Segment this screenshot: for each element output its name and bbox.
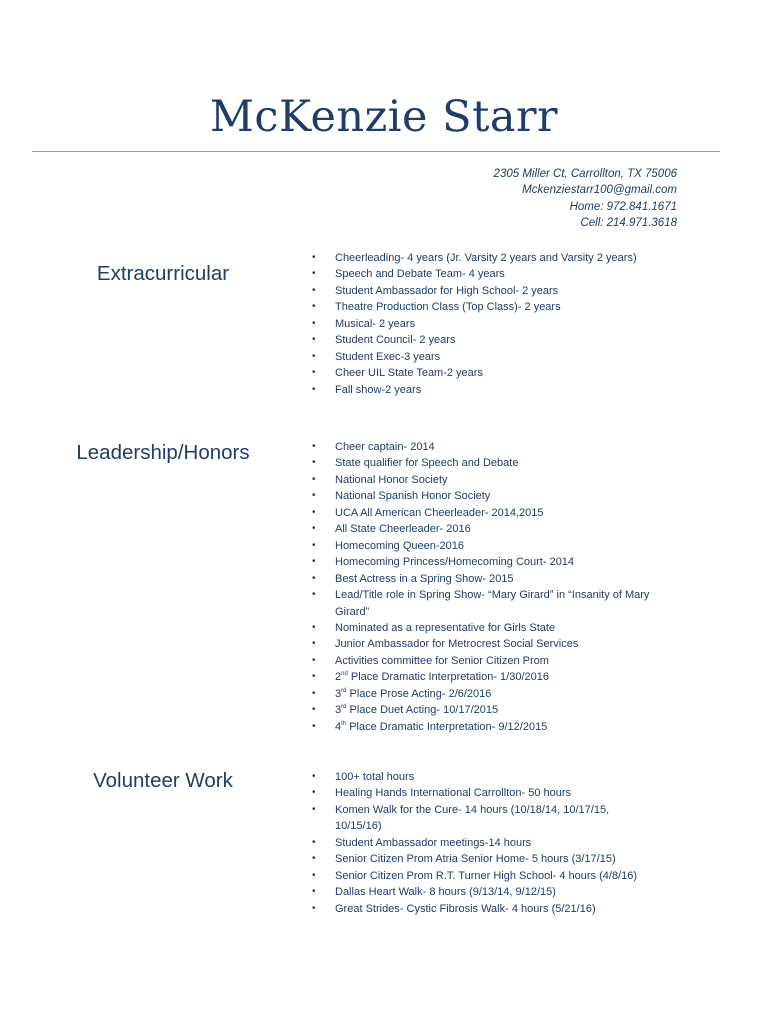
list-item: • Student Ambassador meetings-14 hours [310,835,710,851]
volunteer-list [310,769,710,917]
list-item: • Cheer UIL State Team-2 years [310,365,710,381]
list-item: • Cheerleading- 4 years (Jr. Varsity 2 years and Varsity 2 years) [310,250,710,266]
list-item: • Homecoming Princess/Homecoming Court- 2014 [310,554,710,570]
list-item: • Great Strides- Cystic Fibrosis Walk- 4 hours (5/21/16) [310,901,710,917]
contact-home-phone: Home: 972.841.1671 [569,200,677,213]
header-divider [32,151,720,152]
resume-name: McKenzie Starr [209,92,559,142]
list-item: • Homecoming Queen-2016 [310,538,710,554]
list-item: • Speech and Debate Team- 4 years [310,266,710,282]
list-item: • 3rd Place Duet Acting- 10/17/2015 [310,702,710,718]
list-item: • National Honor Society [310,472,710,488]
list-item: • Komen Walk for the Cure- 14 hours (10/18/14, 10/17/15, 10/15/16) [310,802,645,835]
list-item: • Senior Citizen Prom R.T. Turner High School- 4 hours (4/8/16) [310,868,710,884]
section-title-volunteer: Volunteer Work [93,769,233,792]
leadership-list [310,439,710,735]
list-item: • Nominated as a representative for Girls State [310,620,710,636]
list-item: • 4th Place Dramatic Interpretation- 9/12/2015 [310,719,710,735]
list-item: • Lead/Title role in Spring Show- “Mary Girard” in “Insanity of Mary Girard” [310,587,675,620]
list-item: • Dallas Heart Walk- 8 hours (9/13/14, 9/12/15) [310,884,710,900]
contact-cell-phone: Cell: 214.971.3618 [580,217,677,230]
list-item: • 100+ total hours [310,769,710,785]
list-item: • State qualifier for Speech and Debate [310,455,710,471]
list-item: • Senior Citizen Prom Atria Senior Home- 5 hours (3/17/15) [310,851,710,867]
list-item: • Activities committee for Senior Citizen Prom [310,653,710,669]
extracurricular-list [310,250,710,398]
section-title-extracurricular: Extracurricular [96,262,230,285]
contact-address: 2305 Miller Ct, Carrollton, TX 75006 [493,168,677,180]
list-item: • Student Ambassador for High School- 2 years [310,283,710,299]
section-title-leadership: Leadership/Honors [76,441,250,464]
list-item: • Student Council- 2 years [310,332,710,348]
list-item: • Cheer captain- 2014 [310,439,710,455]
list-item: • Best Actress in a Spring Show- 2015 [310,571,710,587]
list-item: • UCA All American Cheerleader- 2014,2015 [310,505,710,521]
list-item: • National Spanish Honor Society [310,488,710,504]
list-item: • Student Exec-3 years [310,349,710,365]
list-item: • Junior Ambassador for Metrocrest Social Services [310,636,710,652]
contact-email[interactable]: Mckenziestarr100@gmail.com [522,184,677,197]
list-item: • 2nd Place Dramatic Interpretation- 1/30/2016 [310,669,710,685]
list-item: • Musical- 2 years [310,316,710,332]
list-item: • 3rd Place Prose Acting- 2/6/2016 [310,686,710,702]
list-item: • Fall show-2 years [310,382,710,398]
contact-block [494,166,677,232]
list-item: • All State Cheerleader- 2016 [310,521,710,537]
list-item: • Theatre Production Class (Top Class)- 2 years [310,299,710,315]
list-item: • Healing Hands International Carrollton- 50 hours [310,785,710,801]
